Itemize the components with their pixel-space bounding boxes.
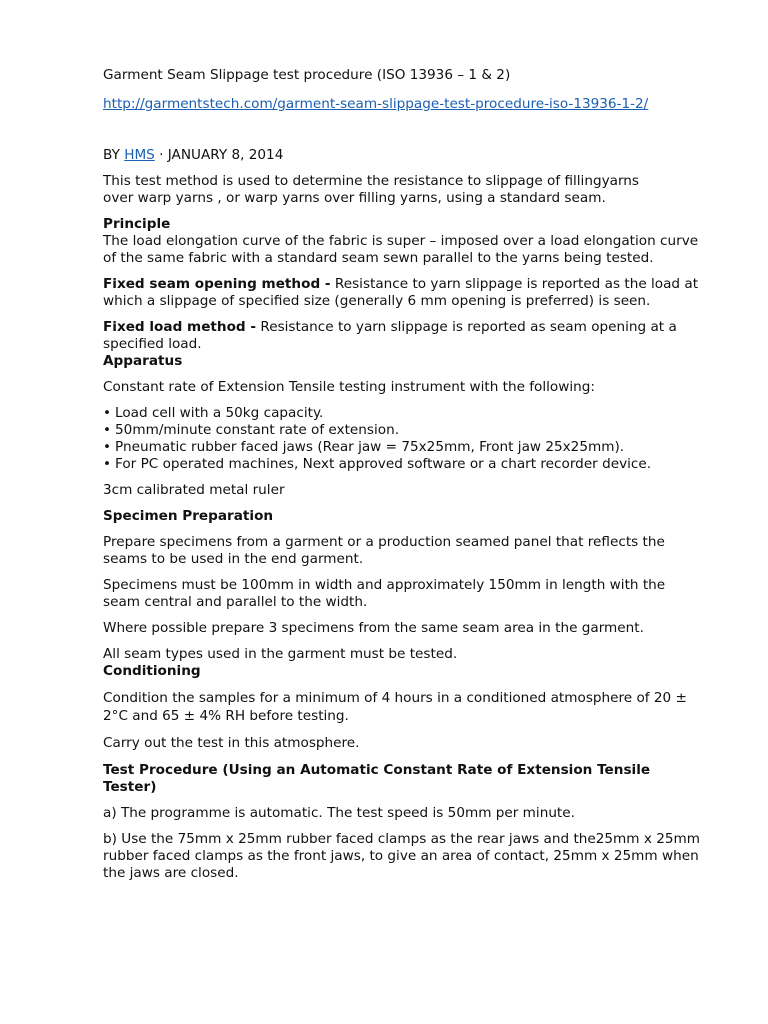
conditioning-heading: Conditioning xyxy=(103,663,201,679)
fixed-seam-paragraph xyxy=(103,276,703,310)
bullet-icon: • xyxy=(103,439,112,455)
list-item: • Pneumatic rubber faced jaws (Rear jaw = 75x25mm, Front jaw 25x25mm). xyxy=(103,439,625,455)
fixed-load-text: Resistance to yarn slippage is reported as seam opening at a specified load. xyxy=(103,319,677,352)
source-url-link[interactable]: http://garmentstech.com/garment-seam-slippage-test-procedure-iso-13936-1-2/ xyxy=(103,96,649,112)
list-item: • 50mm/minute constant rate of extension. xyxy=(103,422,400,438)
specimen-paragraph-3: Where possible prepare 3 specimens from the same seam area in the garment. xyxy=(103,620,644,636)
fixed-seam-text: Resistance to yarn slippage is reported as the load at which a slippage of specified size (generally 6 mm opening is preferred) is seen. xyxy=(103,276,699,309)
byline xyxy=(103,147,703,164)
principle-text: The load elongation curve of the fabric is super – imposed over a load elongation curve of the same fabric with a standard seam sewn parallel to the yarns being tested. xyxy=(103,233,699,266)
byline-date: · JANUARY 8, 2014 xyxy=(154,147,284,163)
list-item: • For PC operated machines, Next approved software or a chart recorder device. xyxy=(103,456,652,472)
document-page xyxy=(103,67,703,882)
document-title: Garment Seam Slippage test procedure (ISO 13936 – 1 & 2) xyxy=(103,67,511,83)
ruler-text: 3cm calibrated metal ruler xyxy=(103,482,285,498)
apparatus-list xyxy=(103,405,703,473)
conditioning-paragraph-1: Condition the samples for a minimum of 4 hours in a conditioned atmosphere of 20 ± 2°C and 65 ± 4% RH before testing. xyxy=(103,690,687,724)
apparatus-heading: Apparatus xyxy=(103,353,183,369)
specimen-heading: Specimen Preparation xyxy=(103,508,274,524)
fixed-load-paragraph xyxy=(103,319,703,353)
bullet-icon: • xyxy=(103,422,112,438)
principle-heading: Principle xyxy=(103,216,171,232)
fixed-seam-label: Fixed seam opening method - xyxy=(103,276,331,292)
fixed-load-label: Fixed load method - xyxy=(103,319,257,335)
conditioning-paragraph-2: Carry out the test in this atmosphere. xyxy=(103,735,360,751)
specimen-paragraph-1: Prepare specimens from a garment or a production seamed panel that reflects the seams to be used in the end garment. xyxy=(103,534,665,567)
byline-prefix: BY xyxy=(103,147,125,163)
intro-paragraph: This test method is used to determine the resistance to slippage of fillingyarns over warp yarns , or warp yarns over filling yarns, using a standard seam. xyxy=(103,173,640,206)
source-url-paragraph xyxy=(103,96,703,113)
specimen-paragraph-2: Specimens must be 100mm in width and approximately 150mm in length with the seam central and parallel to the width. xyxy=(103,577,666,610)
list-item: • Load cell with a 50kg capacity. xyxy=(103,405,324,421)
specimen-paragraph-4: All seam types used in the garment must be tested. xyxy=(103,646,458,662)
procedure-step-b: b) Use the 75mm x 25mm rubber faced clamps as the rear jaws and the25mm x 25mm rubber faced clamps as the front jaws, to give an area of contact, 25mm x 25mm when the jaws are closed. xyxy=(103,831,701,881)
author-link[interactable]: HMS xyxy=(124,147,155,163)
bullet-icon: • xyxy=(103,456,112,472)
procedure-step-a: a) The programme is automatic. The test speed is 50mm per minute. xyxy=(103,805,575,821)
bullet-icon: • xyxy=(103,405,112,421)
procedure-heading: Test Procedure (Using an Automatic Constant Rate of Extension Tensile Tester) xyxy=(103,762,651,795)
apparatus-intro: Constant rate of Extension Tensile testing instrument with the following: xyxy=(103,379,595,395)
